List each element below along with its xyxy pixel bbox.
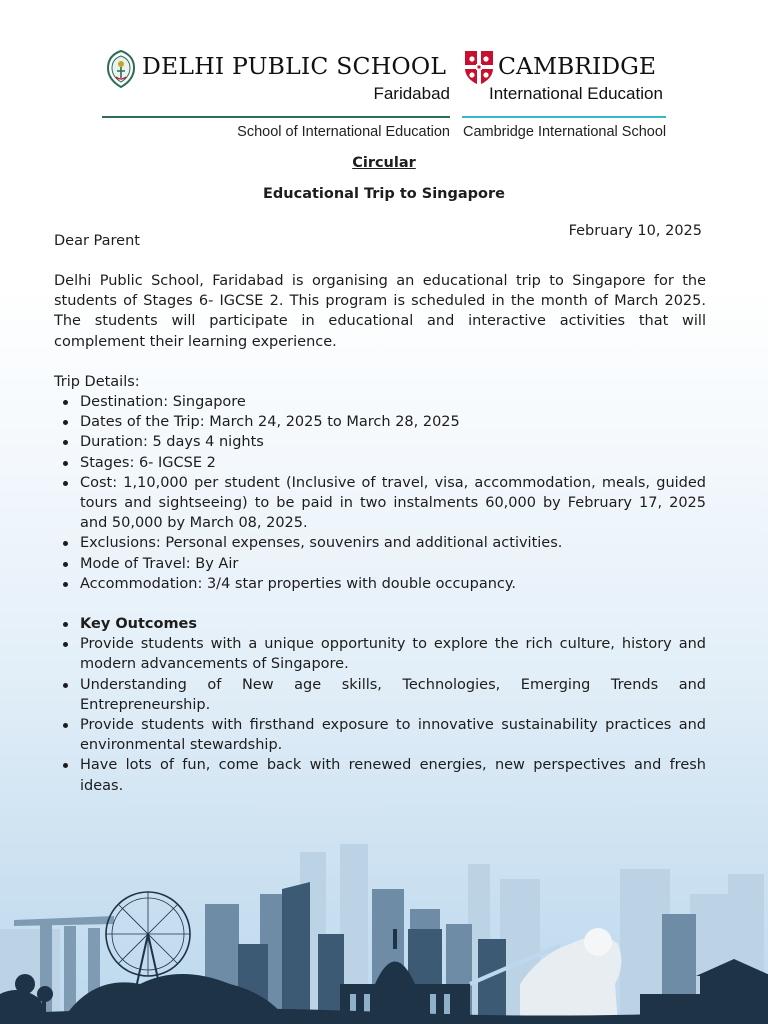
list-item: Provide students with firsthand exposure to innovative sustainability practices and environmental stewardship. <box>54 715 706 755</box>
list-item: Dates of the Trip: March 24, 2025 to March 28, 2025 <box>54 412 706 432</box>
salutation: Dear Parent <box>54 233 140 249</box>
list-item: Exclusions: Personal expenses, souvenirs and additional activities. <box>54 533 706 553</box>
letterhead <box>100 44 668 154</box>
cambridge-shield-icon <box>464 50 494 86</box>
header-divider-right <box>462 116 666 118</box>
list-item: Accommodation: 3/4 star properties with double occupancy. <box>54 574 706 594</box>
dps-city: Faridabad <box>373 84 450 103</box>
letter-body <box>54 271 706 796</box>
cambridge-name: CAMBRIDGE <box>498 52 657 80</box>
dps-school-name: DELHI PUBLIC SCHOOL <box>142 52 447 80</box>
list-item: Stages: 6- IGCSE 2 <box>54 453 706 473</box>
list-item: Cost: 1,10,000 per student (Inclusive of travel, visa, accommodation, meals, guided tours and sightseeing) to be paid in two instalments 60,000 by February 17, 2025 and 50,000 by March 08, 2025. <box>54 473 706 534</box>
dps-crest-icon <box>106 50 136 88</box>
list-item: Duration: 5 days 4 nights <box>54 432 706 452</box>
school-of-international-education: School of International Education <box>237 124 450 140</box>
header-divider-left <box>102 116 450 118</box>
circular-label: Circular <box>352 155 416 171</box>
circular-date: February 10, 2025 <box>568 223 702 239</box>
key-outcomes-heading: Key Outcomes <box>54 614 706 634</box>
list-item: Understanding of New age skills, Technologies, Emerging Trends and Entrepreneurship. <box>54 675 706 715</box>
singapore-skyline-illustration <box>0 834 768 1024</box>
key-outcomes-list <box>54 614 706 796</box>
cambridge-international-school: Cambridge International School <box>463 124 667 140</box>
trip-details-list <box>54 392 706 594</box>
list-item: Mode of Travel: By Air <box>54 554 706 574</box>
list-item: Provide students with a unique opportunity to explore the rich culture, history and modern advancements of Singapore. <box>54 634 706 674</box>
cambridge-subtitle: International Education <box>489 84 663 103</box>
list-item: Have lots of fun, come back with renewed energies, new perspectives and fresh ideas. <box>54 755 706 795</box>
circular-subject: Educational Trip to Singapore <box>263 186 505 202</box>
trip-details-heading: Trip Details: <box>54 373 140 390</box>
list-item: Destination: Singapore <box>54 392 706 412</box>
intro-paragraph: Delhi Public School, Faridabad is organising an educational trip to Singapore for the students of Stages 6- IGCSE 2. This program is scheduled in the month of March 2025. The students will participate in educational and interactive activities that will complement their learning experience. <box>54 273 706 350</box>
